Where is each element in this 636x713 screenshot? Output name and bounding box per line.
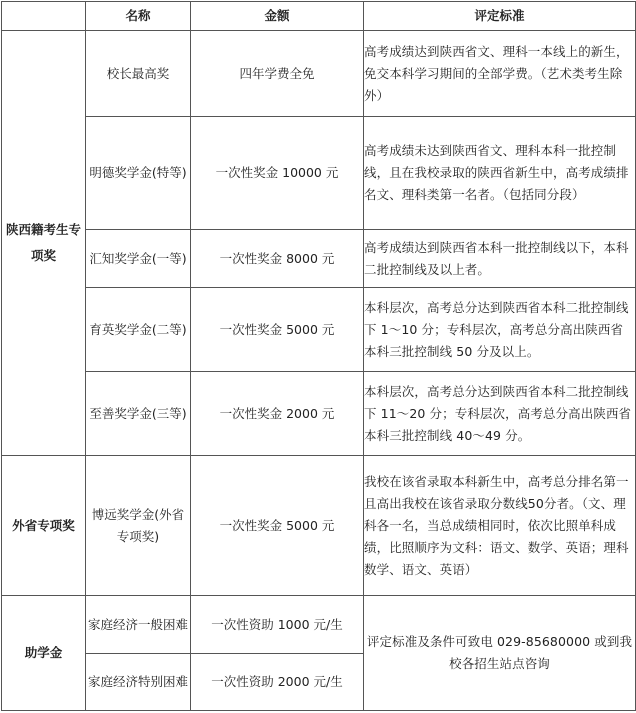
- award-criteria: 我校在该省录取本科新生中，高考总分排名第一且高出我校在该省录取分数线50分者。（文、理科各一名，当总成绩相同时，依次比照单科成绩，比照顺序为文科：语文、数学、英语；理科数学、语文、英语）: [364, 456, 636, 596]
- table-row: [2, 230, 636, 288]
- award-criteria: 高考成绩达到陕西省文、理科一本线上的新生，免交本科学习期间的全部学费。（艺术类考生除外）: [364, 31, 636, 117]
- award-amount: 一次性奖金 5000 元: [191, 456, 364, 596]
- header-criteria: 评定标准: [364, 2, 636, 31]
- award-name: 家庭经济一般困难: [86, 596, 191, 654]
- award-name: 至善奖学金(三等): [86, 372, 191, 456]
- award-amount: 一次性资助 2000 元/生: [191, 654, 364, 711]
- table-row: [2, 31, 636, 117]
- award-criteria: 评定标准及条件可致电 029-85680000 或到我校各招生站点咨询: [364, 596, 636, 711]
- award-criteria: 高考成绩达到陕西省本科一批控制线以下，本科二批控制线及以上者。: [364, 230, 636, 288]
- award-criteria: 本科层次，高考总分达到陕西省本科二批控制线下 11～20 分；专科层次，高考总分高出陕西省本科三批控制线 40～49 分。: [364, 372, 636, 456]
- header-category: [2, 2, 86, 31]
- table-row: [2, 372, 636, 456]
- table-header-row: [2, 2, 636, 31]
- award-amount: 四年学费全免: [191, 31, 364, 117]
- award-amount: 一次性奖金 5000 元: [191, 288, 364, 372]
- award-name: 汇知奖学金(一等): [86, 230, 191, 288]
- scholarship-table: [1, 1, 636, 711]
- table-row: [2, 596, 636, 654]
- table-row: [2, 117, 636, 230]
- header-name: 名称: [86, 2, 191, 31]
- category-cell: 陕西籍考生专项奖: [2, 31, 86, 456]
- award-amount: 一次性资助 1000 元/生: [191, 596, 364, 654]
- table-row: [2, 288, 636, 372]
- award-amount: 一次性奖金 8000 元: [191, 230, 364, 288]
- award-criteria: 本科层次，高考总分达到陕西省本科二批控制线下 1～10 分；专科层次，高考总分高出陕西省本科三批控制线 50 分及以上。: [364, 288, 636, 372]
- header-amount: 金额: [191, 2, 364, 31]
- award-name: 校长最高奖: [86, 31, 191, 117]
- category-cell: 助学金: [2, 596, 86, 711]
- award-name: 育英奖学金(二等): [86, 288, 191, 372]
- table-row: [2, 456, 636, 596]
- award-name: 明德奖学金(特等): [86, 117, 191, 230]
- award-criteria: 高考成绩未达到陕西省文、理科本科一批控制线，且在我校录取的陕西省新生中，高考成绩排名文、理科类第一名者。（包括同分段）: [364, 117, 636, 230]
- award-amount: 一次性奖金 10000 元: [191, 117, 364, 230]
- award-amount: 一次性奖金 2000 元: [191, 372, 364, 456]
- award-name: 家庭经济特别困难: [86, 654, 191, 711]
- award-name: 博远奖学金(外省专项奖): [86, 456, 191, 596]
- category-cell: 外省专项奖: [2, 456, 86, 596]
